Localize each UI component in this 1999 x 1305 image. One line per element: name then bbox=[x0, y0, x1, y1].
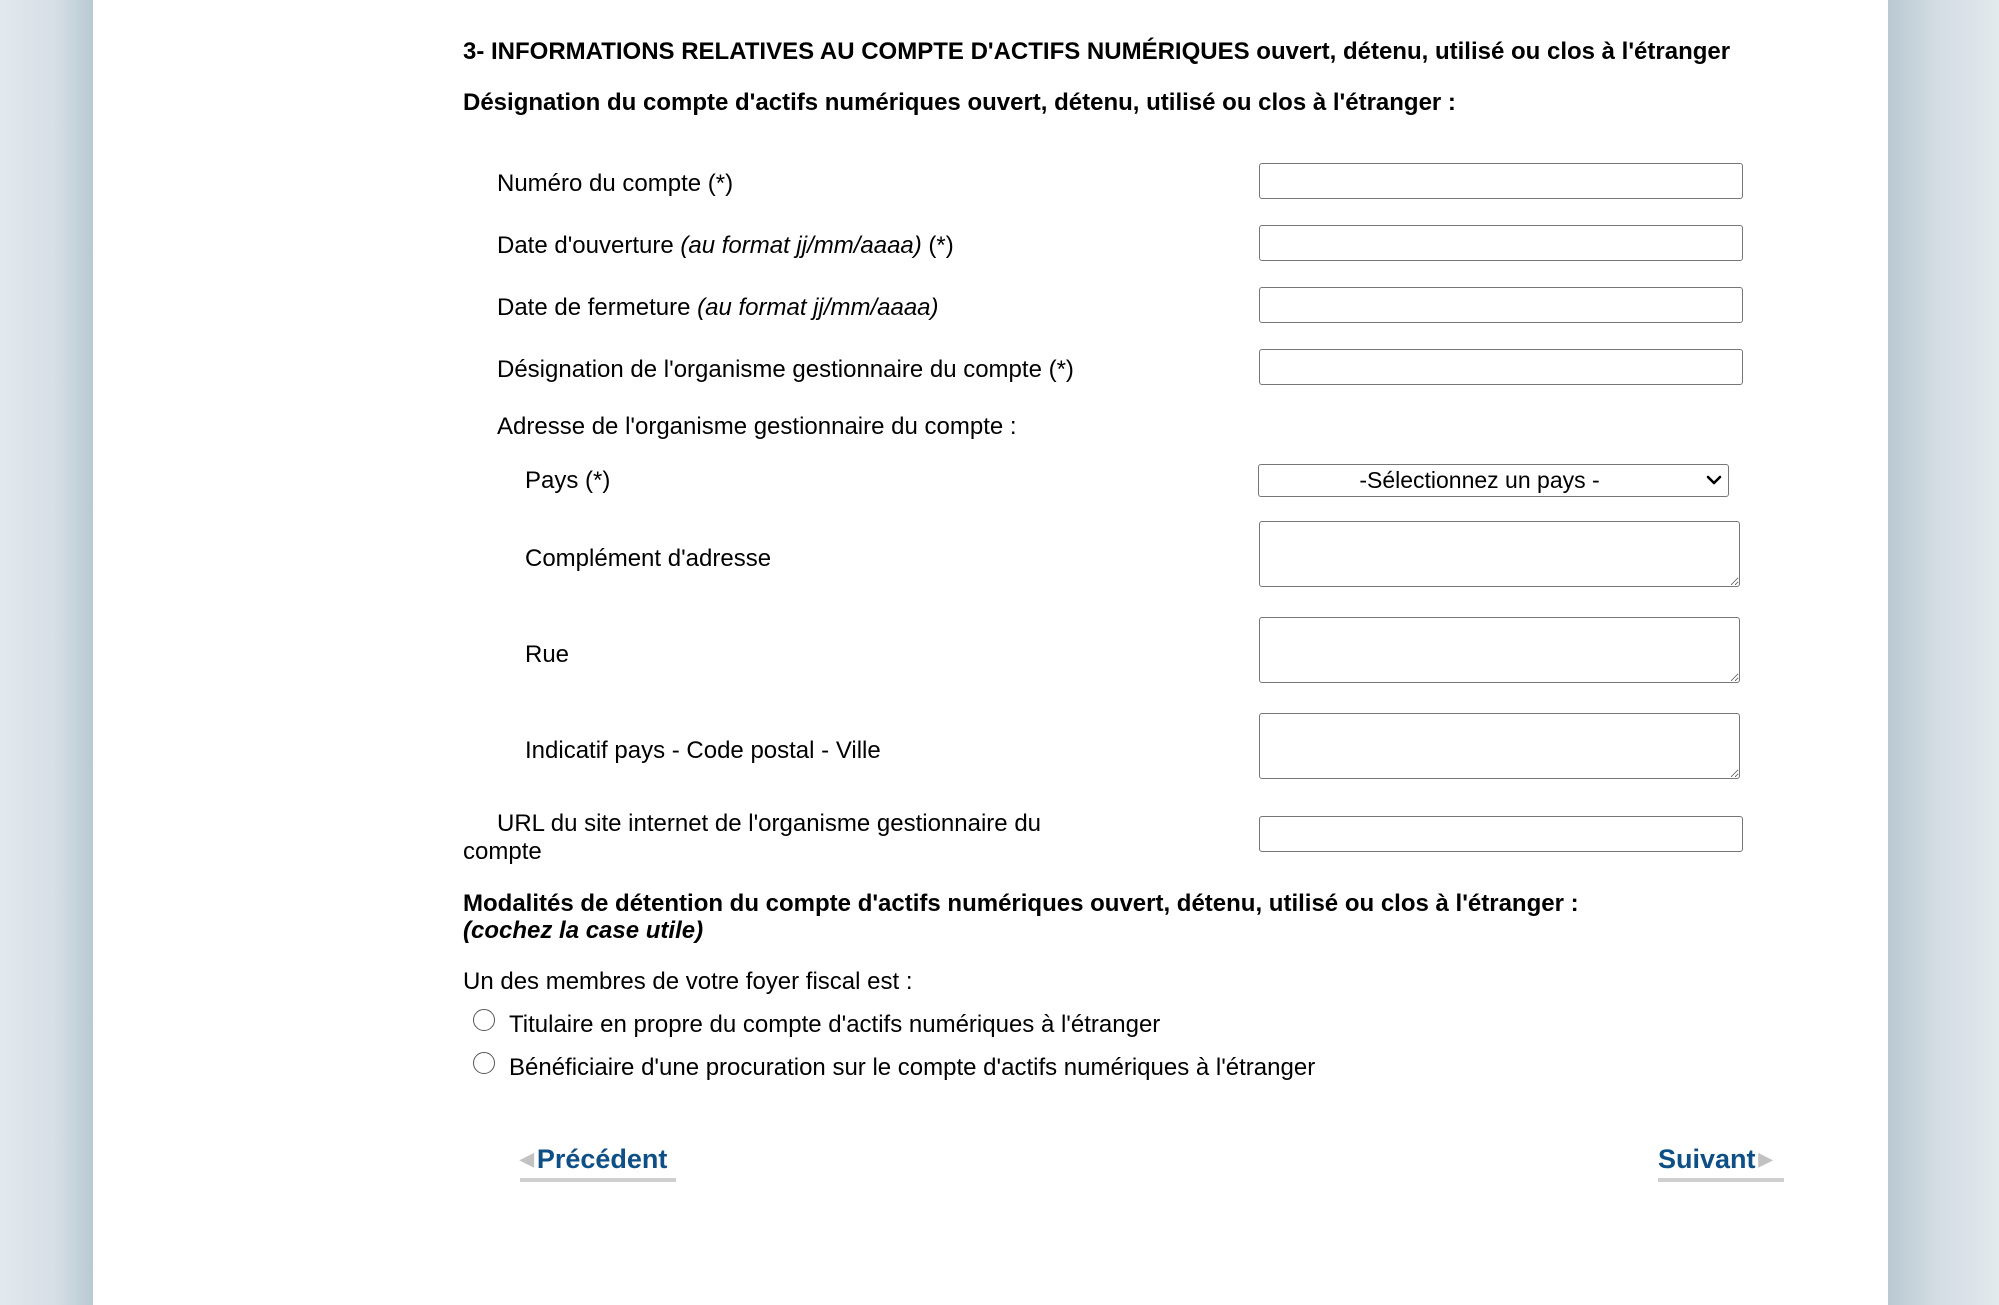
rue-label: Rue bbox=[525, 641, 570, 668]
url-label-line1: URL du site internet de l'organisme gestionnaire du bbox=[497, 810, 1042, 837]
left-margin-shadow bbox=[0, 0, 93, 1305]
numero-input[interactable] bbox=[1259, 163, 1743, 199]
url-label-line2: compte bbox=[463, 838, 542, 865]
pays-select[interactable] bbox=[1258, 464, 1729, 497]
organisme-input[interactable] bbox=[1259, 349, 1743, 385]
modalites-hint: (cochez la case utile) bbox=[463, 917, 704, 944]
modalites-heading: Modalités de détention du compte d'actifs numériques ouvert, détenu, utilisé ou clos à l'étranger : bbox=[463, 890, 1579, 917]
next-link-label: Suivant bbox=[1658, 1143, 1756, 1174]
triangle-left-icon: ◀ bbox=[520, 1148, 534, 1169]
complement-textarea[interactable] bbox=[1259, 521, 1740, 587]
date-ouverture-format: (au format jj/mm/aaaa) bbox=[680, 232, 922, 259]
organisme-label: Désignation de l'organisme gestionnaire du compte (*) bbox=[497, 356, 1074, 383]
rue-textarea[interactable] bbox=[1259, 617, 1740, 683]
date-fermeture-label bbox=[497, 294, 939, 322]
triangle-right-icon: ▶ bbox=[1758, 1148, 1773, 1169]
right-margin-shadow bbox=[1888, 0, 1999, 1305]
date-fermeture-label-text: Date de fermeture bbox=[497, 294, 698, 321]
date-ouverture-label-text: Date d'ouverture bbox=[497, 232, 681, 259]
radio-beneficiaire[interactable] bbox=[473, 1052, 495, 1074]
indicatif-textarea[interactable] bbox=[1259, 713, 1740, 779]
pays-selected-value: -Sélectionnez un pays - bbox=[1359, 467, 1600, 493]
section-title-rest: ouvert, détenu, utilisé ou clos à l'étranger bbox=[1249, 38, 1731, 65]
indicatif-label: Indicatif pays - Code postal - Ville bbox=[525, 737, 881, 764]
date-ouverture-required: (*) bbox=[921, 232, 954, 259]
url-input[interactable] bbox=[1259, 816, 1743, 852]
numero-label: Numéro du compte (*) bbox=[497, 170, 734, 197]
next-link[interactable] bbox=[1658, 1140, 1784, 1182]
radio-titulaire-label[interactable]: Titulaire en propre du compte d'actifs numériques à l'étranger bbox=[509, 1011, 1161, 1038]
complement-label: Complément d'adresse bbox=[525, 545, 772, 572]
chevron-down-icon bbox=[1700, 470, 1728, 491]
previous-link[interactable] bbox=[520, 1140, 676, 1182]
date-fermeture-format: (au format jj/mm/aaaa) bbox=[697, 294, 939, 321]
previous-link-label: Précédent bbox=[536, 1143, 668, 1174]
designation-heading: Désignation du compte d'actifs numériques ouvert, détenu, utilisé ou clos à l'étranger : bbox=[463, 89, 1456, 116]
date-ouverture-input[interactable] bbox=[1259, 225, 1743, 261]
date-ouverture-label bbox=[497, 232, 954, 260]
date-fermeture-input[interactable] bbox=[1259, 287, 1743, 323]
adresse-heading: Adresse de l'organisme gestionnaire du compte : bbox=[497, 413, 1017, 440]
modalites-intro: Un des membres de votre foyer fiscal est : bbox=[463, 968, 913, 995]
radio-titulaire[interactable] bbox=[473, 1009, 495, 1031]
section-title bbox=[463, 38, 1730, 66]
pays-label: Pays (*) bbox=[525, 467, 611, 494]
section-title-bold: 3- INFORMATIONS RELATIVES AU COMPTE D'ACTIFS NUMÉRIQUES bbox=[463, 38, 1250, 65]
radio-beneficiaire-label[interactable]: Bénéficiaire d'une procuration sur le compte d'actifs numériques à l'étranger bbox=[509, 1054, 1316, 1081]
form-page bbox=[93, 0, 1888, 1305]
